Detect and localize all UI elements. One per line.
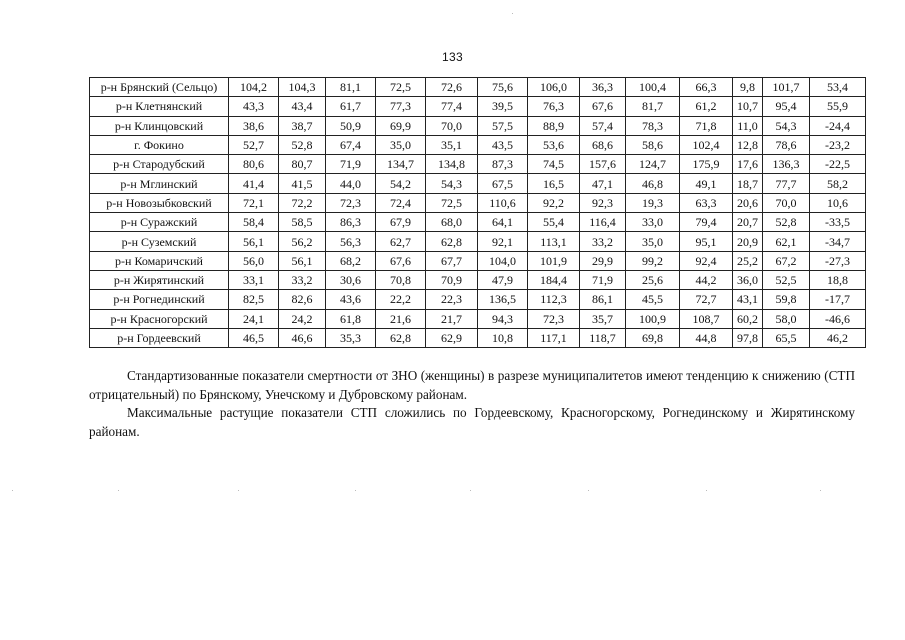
value-cell: 54,2 xyxy=(376,174,426,193)
value-cell: 33,1 xyxy=(229,270,279,289)
scan-dot xyxy=(706,490,707,491)
value-cell: 106,0 xyxy=(528,78,580,97)
value-cell: 72,6 xyxy=(426,78,478,97)
value-cell: 70,8 xyxy=(376,270,426,289)
value-cell: 86,1 xyxy=(580,290,626,309)
value-cell: 78,3 xyxy=(626,116,680,135)
body-text xyxy=(89,367,855,441)
value-cell: 80,6 xyxy=(229,155,279,174)
scan-dotted-line xyxy=(0,490,905,491)
value-cell: 70,0 xyxy=(763,193,810,212)
value-cell: 38,6 xyxy=(229,116,279,135)
value-cell: 67,4 xyxy=(326,135,376,154)
value-cell: 136,5 xyxy=(478,290,528,309)
value-cell: 21,7 xyxy=(426,309,478,328)
value-cell: 33,2 xyxy=(580,232,626,251)
value-cell: 69,8 xyxy=(626,328,680,347)
value-cell: 67,6 xyxy=(376,251,426,270)
value-cell: 35,0 xyxy=(376,135,426,154)
value-cell: 175,9 xyxy=(680,155,733,174)
value-cell: 65,5 xyxy=(763,328,810,347)
value-cell: 33,0 xyxy=(626,213,680,232)
value-cell: 18,7 xyxy=(733,174,763,193)
value-cell: 12,8 xyxy=(733,135,763,154)
value-cell: 86,3 xyxy=(326,213,376,232)
value-cell: 74,5 xyxy=(528,155,580,174)
value-cell: 11,0 xyxy=(733,116,763,135)
value-cell: 29,9 xyxy=(580,251,626,270)
value-cell: 43,6 xyxy=(326,290,376,309)
district-name-cell: р-н Брянский (Сельцо) xyxy=(90,78,229,97)
value-cell: 43,4 xyxy=(279,97,326,116)
value-cell: 56,1 xyxy=(279,251,326,270)
district-name-cell: р-н Комаричский xyxy=(90,251,229,270)
value-cell: 82,5 xyxy=(229,290,279,309)
value-cell: 100,9 xyxy=(626,309,680,328)
value-cell: 72,7 xyxy=(680,290,733,309)
value-cell: 67,9 xyxy=(376,213,426,232)
value-cell: -23,2 xyxy=(810,135,866,154)
mortality-table xyxy=(89,77,866,348)
value-cell: 100,4 xyxy=(626,78,680,97)
table-row xyxy=(90,97,866,116)
scan-dot xyxy=(355,490,356,491)
value-cell: 113,1 xyxy=(528,232,580,251)
scan-dot xyxy=(238,490,239,491)
value-cell: 25,6 xyxy=(626,270,680,289)
district-name-cell: р-н Жирятинский xyxy=(90,270,229,289)
value-cell: -46,6 xyxy=(810,309,866,328)
value-cell: 104,2 xyxy=(229,78,279,97)
value-cell: 55,9 xyxy=(810,97,866,116)
value-cell: -22,5 xyxy=(810,155,866,174)
table-row xyxy=(90,135,866,154)
value-cell: 101,9 xyxy=(528,251,580,270)
value-cell: 19,3 xyxy=(626,193,680,212)
value-cell: 67,2 xyxy=(763,251,810,270)
table-row xyxy=(90,328,866,347)
table-row xyxy=(90,290,866,309)
table-row xyxy=(90,270,866,289)
table-row xyxy=(90,193,866,212)
value-cell: 99,2 xyxy=(626,251,680,270)
value-cell: -34,7 xyxy=(810,232,866,251)
value-cell: 64,1 xyxy=(478,213,528,232)
value-cell: 53,4 xyxy=(810,78,866,97)
table-row xyxy=(90,116,866,135)
value-cell: 20,6 xyxy=(733,193,763,212)
value-cell: 33,2 xyxy=(279,270,326,289)
value-cell: 97,8 xyxy=(733,328,763,347)
value-cell: 118,7 xyxy=(580,328,626,347)
value-cell: 136,3 xyxy=(763,155,810,174)
value-cell: 56,3 xyxy=(326,232,376,251)
value-cell: 10,6 xyxy=(810,193,866,212)
value-cell: 92,2 xyxy=(528,193,580,212)
value-cell: 41,4 xyxy=(229,174,279,193)
value-cell: 101,7 xyxy=(763,78,810,97)
value-cell: 30,6 xyxy=(326,270,376,289)
value-cell: 117,1 xyxy=(528,328,580,347)
table-row xyxy=(90,232,866,251)
value-cell: 58,0 xyxy=(763,309,810,328)
value-cell: 108,7 xyxy=(680,309,733,328)
value-cell: 52,7 xyxy=(229,135,279,154)
value-cell: 72,2 xyxy=(279,193,326,212)
value-cell: 92,3 xyxy=(580,193,626,212)
value-cell: 25,2 xyxy=(733,251,763,270)
value-cell: 54,3 xyxy=(426,174,478,193)
value-cell: 54,3 xyxy=(763,116,810,135)
value-cell: 22,2 xyxy=(376,290,426,309)
value-cell: 104,0 xyxy=(478,251,528,270)
value-cell: 72,3 xyxy=(528,309,580,328)
scan-dot xyxy=(470,490,471,491)
value-cell: 22,3 xyxy=(426,290,478,309)
value-cell: 47,9 xyxy=(478,270,528,289)
value-cell: 36,3 xyxy=(580,78,626,97)
table-row xyxy=(90,78,866,97)
value-cell: 53,6 xyxy=(528,135,580,154)
value-cell: 61,8 xyxy=(326,309,376,328)
value-cell: 67,7 xyxy=(426,251,478,270)
value-cell: 24,2 xyxy=(279,309,326,328)
value-cell: 38,7 xyxy=(279,116,326,135)
value-cell: 81,7 xyxy=(626,97,680,116)
district-name-cell: р-н Гордеевский xyxy=(90,328,229,347)
value-cell: 44,8 xyxy=(680,328,733,347)
value-cell: 72,1 xyxy=(229,193,279,212)
value-cell: 10,8 xyxy=(478,328,528,347)
value-cell: 67,6 xyxy=(580,97,626,116)
value-cell: 62,1 xyxy=(763,232,810,251)
value-cell: 72,4 xyxy=(376,193,426,212)
table-row xyxy=(90,155,866,174)
value-cell: 157,6 xyxy=(580,155,626,174)
value-cell: 57,5 xyxy=(478,116,528,135)
value-cell: 71,9 xyxy=(326,155,376,174)
district-name-cell: р-н Суражский xyxy=(90,213,229,232)
value-cell: 58,6 xyxy=(626,135,680,154)
value-cell: 17,6 xyxy=(733,155,763,174)
district-name-cell: р-н Красногорский xyxy=(90,309,229,328)
value-cell: 46,8 xyxy=(626,174,680,193)
value-cell: 71,8 xyxy=(680,116,733,135)
table-body xyxy=(90,78,866,348)
value-cell: 35,3 xyxy=(326,328,376,347)
value-cell: 52,5 xyxy=(763,270,810,289)
value-cell: 184,4 xyxy=(528,270,580,289)
value-cell: 44,0 xyxy=(326,174,376,193)
value-cell: 61,2 xyxy=(680,97,733,116)
district-name-cell: р-н Стародубский xyxy=(90,155,229,174)
value-cell: -33,5 xyxy=(810,213,866,232)
value-cell: 68,0 xyxy=(426,213,478,232)
value-cell: 62,7 xyxy=(376,232,426,251)
value-cell: 20,7 xyxy=(733,213,763,232)
value-cell: 39,5 xyxy=(478,97,528,116)
value-cell: 58,5 xyxy=(279,213,326,232)
value-cell: -27,3 xyxy=(810,251,866,270)
district-name-cell: р-н Новозыбковский xyxy=(90,193,229,212)
value-cell: 92,1 xyxy=(478,232,528,251)
value-cell: 95,1 xyxy=(680,232,733,251)
value-cell: 35,0 xyxy=(626,232,680,251)
value-cell: -17,7 xyxy=(810,290,866,309)
value-cell: 72,5 xyxy=(376,78,426,97)
value-cell: 67,5 xyxy=(478,174,528,193)
value-cell: 52,8 xyxy=(279,135,326,154)
value-cell: 44,2 xyxy=(680,270,733,289)
value-cell: 124,7 xyxy=(626,155,680,174)
scan-dot xyxy=(588,490,589,491)
value-cell: 92,4 xyxy=(680,251,733,270)
value-cell: 61,7 xyxy=(326,97,376,116)
value-cell: 47,1 xyxy=(580,174,626,193)
value-cell: 68,6 xyxy=(580,135,626,154)
value-cell: 69,9 xyxy=(376,116,426,135)
value-cell: 50,9 xyxy=(326,116,376,135)
value-cell: 43,3 xyxy=(229,97,279,116)
value-cell: 116,4 xyxy=(580,213,626,232)
value-cell: 46,2 xyxy=(810,328,866,347)
value-cell: 72,3 xyxy=(326,193,376,212)
scan-dot xyxy=(12,490,13,491)
value-cell: 20,9 xyxy=(733,232,763,251)
value-cell: 56,1 xyxy=(229,232,279,251)
value-cell: 60,2 xyxy=(733,309,763,328)
value-cell: 88,9 xyxy=(528,116,580,135)
value-cell: 10,7 xyxy=(733,97,763,116)
value-cell: 16,5 xyxy=(528,174,580,193)
value-cell: 71,9 xyxy=(580,270,626,289)
value-cell: 79,4 xyxy=(680,213,733,232)
value-cell: 87,3 xyxy=(478,155,528,174)
value-cell: 134,7 xyxy=(376,155,426,174)
value-cell: 77,3 xyxy=(376,97,426,116)
value-cell: 35,7 xyxy=(580,309,626,328)
value-cell: 56,0 xyxy=(229,251,279,270)
value-cell: 24,1 xyxy=(229,309,279,328)
value-cell: 57,4 xyxy=(580,116,626,135)
value-cell: 52,8 xyxy=(763,213,810,232)
value-cell: 76,3 xyxy=(528,97,580,116)
value-cell: 81,1 xyxy=(326,78,376,97)
scan-dot xyxy=(118,490,119,491)
value-cell: 56,2 xyxy=(279,232,326,251)
value-cell: 77,4 xyxy=(426,97,478,116)
paragraph-2: Максимальные растущие показатели СТП сложились по Гордеевскому, Красногорскому, Рогнединскому и Жирятинскому районам. xyxy=(89,405,855,439)
value-cell: 66,3 xyxy=(680,78,733,97)
value-cell: 49,1 xyxy=(680,174,733,193)
value-cell: 134,8 xyxy=(426,155,478,174)
value-cell: 104,3 xyxy=(279,78,326,97)
value-cell: 9,8 xyxy=(733,78,763,97)
value-cell: 59,8 xyxy=(763,290,810,309)
scan-speck xyxy=(512,13,513,14)
paragraph-1: Стандартизованные показатели смертности от ЗНО (женщины) в разрезе муниципалитетов имеют тенденцию к снижению (СТП отрицательный) по Брянскому, Унечскому и Дубровскому районам. xyxy=(89,368,855,402)
value-cell: 62,8 xyxy=(376,328,426,347)
value-cell: 62,8 xyxy=(426,232,478,251)
value-cell: 36,0 xyxy=(733,270,763,289)
value-cell: 68,2 xyxy=(326,251,376,270)
page-number: 133 xyxy=(442,50,463,64)
table-row xyxy=(90,174,866,193)
district-name-cell: р-н Суземский xyxy=(90,232,229,251)
scan-dot xyxy=(820,490,821,491)
value-cell: 43,5 xyxy=(478,135,528,154)
value-cell: 77,7 xyxy=(763,174,810,193)
district-name-cell: р-н Клетнянский xyxy=(90,97,229,116)
value-cell: 80,7 xyxy=(279,155,326,174)
value-cell: 70,9 xyxy=(426,270,478,289)
value-cell: 55,4 xyxy=(528,213,580,232)
value-cell: -24,4 xyxy=(810,116,866,135)
value-cell: 63,3 xyxy=(680,193,733,212)
value-cell: 112,3 xyxy=(528,290,580,309)
value-cell: 62,9 xyxy=(426,328,478,347)
value-cell: 70,0 xyxy=(426,116,478,135)
value-cell: 94,3 xyxy=(478,309,528,328)
district-name-cell: р-н Клинцовский xyxy=(90,116,229,135)
table-row xyxy=(90,251,866,270)
district-name-cell: г. Фокино xyxy=(90,135,229,154)
value-cell: 46,6 xyxy=(279,328,326,347)
value-cell: 75,6 xyxy=(478,78,528,97)
table-row xyxy=(90,213,866,232)
value-cell: 58,4 xyxy=(229,213,279,232)
value-cell: 58,2 xyxy=(810,174,866,193)
district-name-cell: р-н Мглинский xyxy=(90,174,229,193)
value-cell: 46,5 xyxy=(229,328,279,347)
value-cell: 110,6 xyxy=(478,193,528,212)
district-name-cell: р-н Рогнединский xyxy=(90,290,229,309)
value-cell: 18,8 xyxy=(810,270,866,289)
table-row xyxy=(90,309,866,328)
statistics-table-container xyxy=(89,77,866,348)
value-cell: 21,6 xyxy=(376,309,426,328)
value-cell: 45,5 xyxy=(626,290,680,309)
value-cell: 102,4 xyxy=(680,135,733,154)
value-cell: 82,6 xyxy=(279,290,326,309)
value-cell: 95,4 xyxy=(763,97,810,116)
value-cell: 43,1 xyxy=(733,290,763,309)
value-cell: 72,5 xyxy=(426,193,478,212)
value-cell: 78,6 xyxy=(763,135,810,154)
value-cell: 35,1 xyxy=(426,135,478,154)
value-cell: 41,5 xyxy=(279,174,326,193)
